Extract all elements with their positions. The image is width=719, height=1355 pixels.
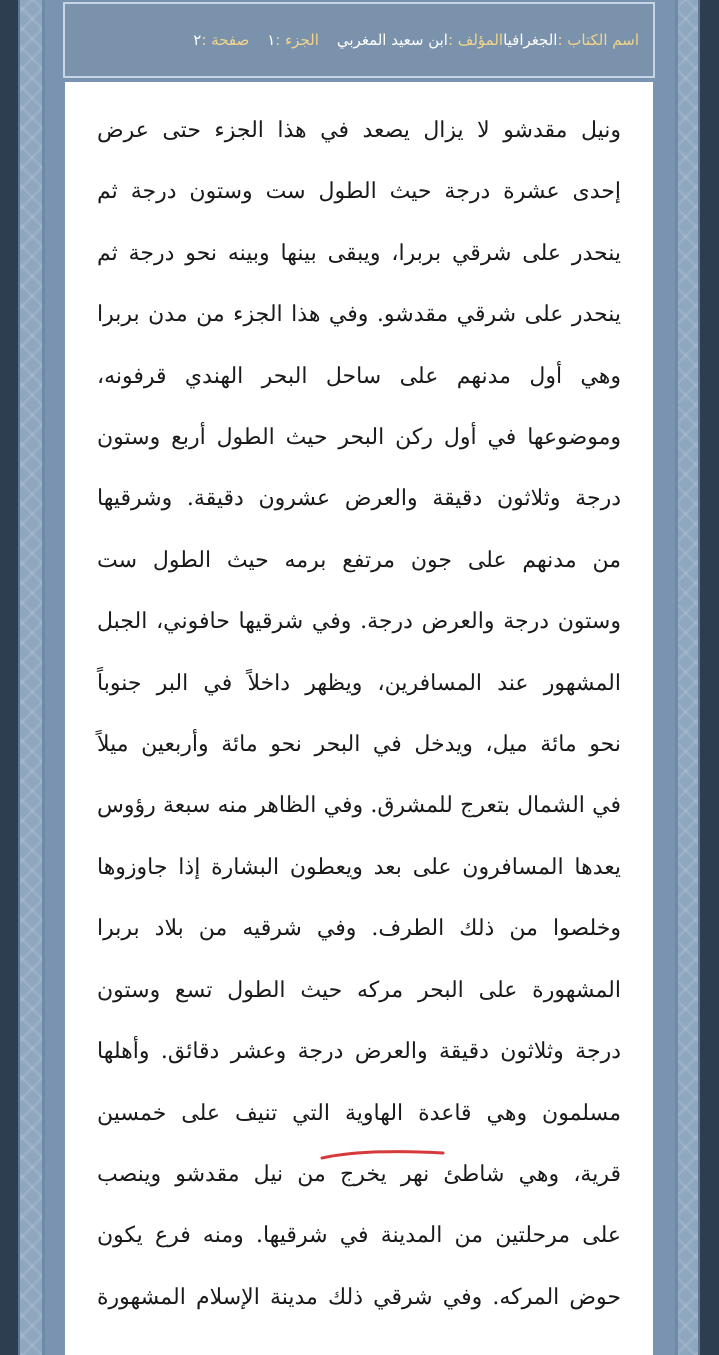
text-line: من مدنهم على جون مرتفع برمه حيث الطول ست <box>97 547 621 573</box>
text-line: في الشمال بتعرج للمشرق. وفي الظاهر منه سبعة رؤوس <box>97 793 621 819</box>
author-label: المؤلف : <box>447 31 504 49</box>
page-value: ٢ <box>193 31 202 49</box>
page-content <box>65 82 653 1355</box>
author-name: ابن سعيد المغربي <box>336 31 448 49</box>
book-label: اسم الكتاب : <box>557 31 639 49</box>
book-info-header <box>63 2 655 78</box>
text-line: ينحدر على شرقي بربرا، ويبقى بينها وبينه نحو درجة ثم <box>97 240 621 266</box>
text-line: درجة وثلاثون دقيقة والعرض عشرون دقيقة. وشرقيها <box>97 486 621 512</box>
handwritten-underline-mark <box>320 1150 445 1162</box>
book-title: الجغرافيا <box>503 31 558 49</box>
text-line: وهي أول مدنهم على ساحل البحر الهندي قرفونه، <box>97 363 621 389</box>
part-value: ١ <box>267 31 276 49</box>
text-line: وخلصوا من ذلك الطرف. وفي شرقيه من بلاد بربرا <box>97 916 621 942</box>
text-line: حوض المركه. وفي شرقي ذلك مدينة الإسلام المشهورة <box>97 1284 621 1310</box>
text-line: وموضوعها في أول ركن البحر حيث الطول أربع وستون <box>97 425 621 451</box>
text-line: مسلمون وهي قاعدة الهاوية التي تنيف على خمسين <box>97 1100 621 1126</box>
text-line: يعدها المسافرون على بعد ويعطون البشارة إذا جاوزوها <box>97 854 621 880</box>
part-label: الجزء : <box>275 31 319 49</box>
text-line: على مرحلتين من المدينة في شرقيها. ومنه فرع يكون <box>97 1223 621 1249</box>
text-line: وستون درجة والعرض درجة. وفي شرقيها حافوني، الجبل <box>97 609 621 635</box>
text-line: المشهور عند المسافرين، ويظهر داخلاً في البر جنوباً <box>97 670 621 696</box>
text-line: قرية، وهي شاطئ نهر يخرج من نيل مقدشو وينصب <box>97 1161 621 1187</box>
text-line: ونيل مقدشو لا يزال يصعد في هذا الجزء حتى عرض <box>97 118 621 143</box>
text-line: ينحدر على شرقي مقدشو. وفي هذا الجزء من مدن بربرا <box>97 302 621 328</box>
text-line: المشهورة على البحر مركه حيث الطول تسع وستون <box>97 977 621 1003</box>
text-line: إحدى عشرة درجة حيث الطول ست وستون درجة ثم <box>97 179 621 205</box>
page-label: صفحة : <box>201 31 250 49</box>
text-line: نحو مائة ميل، ويدخل في البحر نحو مائة وأربعين ميلاً <box>97 732 621 758</box>
text-line: درجة وثلاثون دقيقة والعرض درجة وعشر دقائق. وأهلها <box>97 1039 621 1065</box>
